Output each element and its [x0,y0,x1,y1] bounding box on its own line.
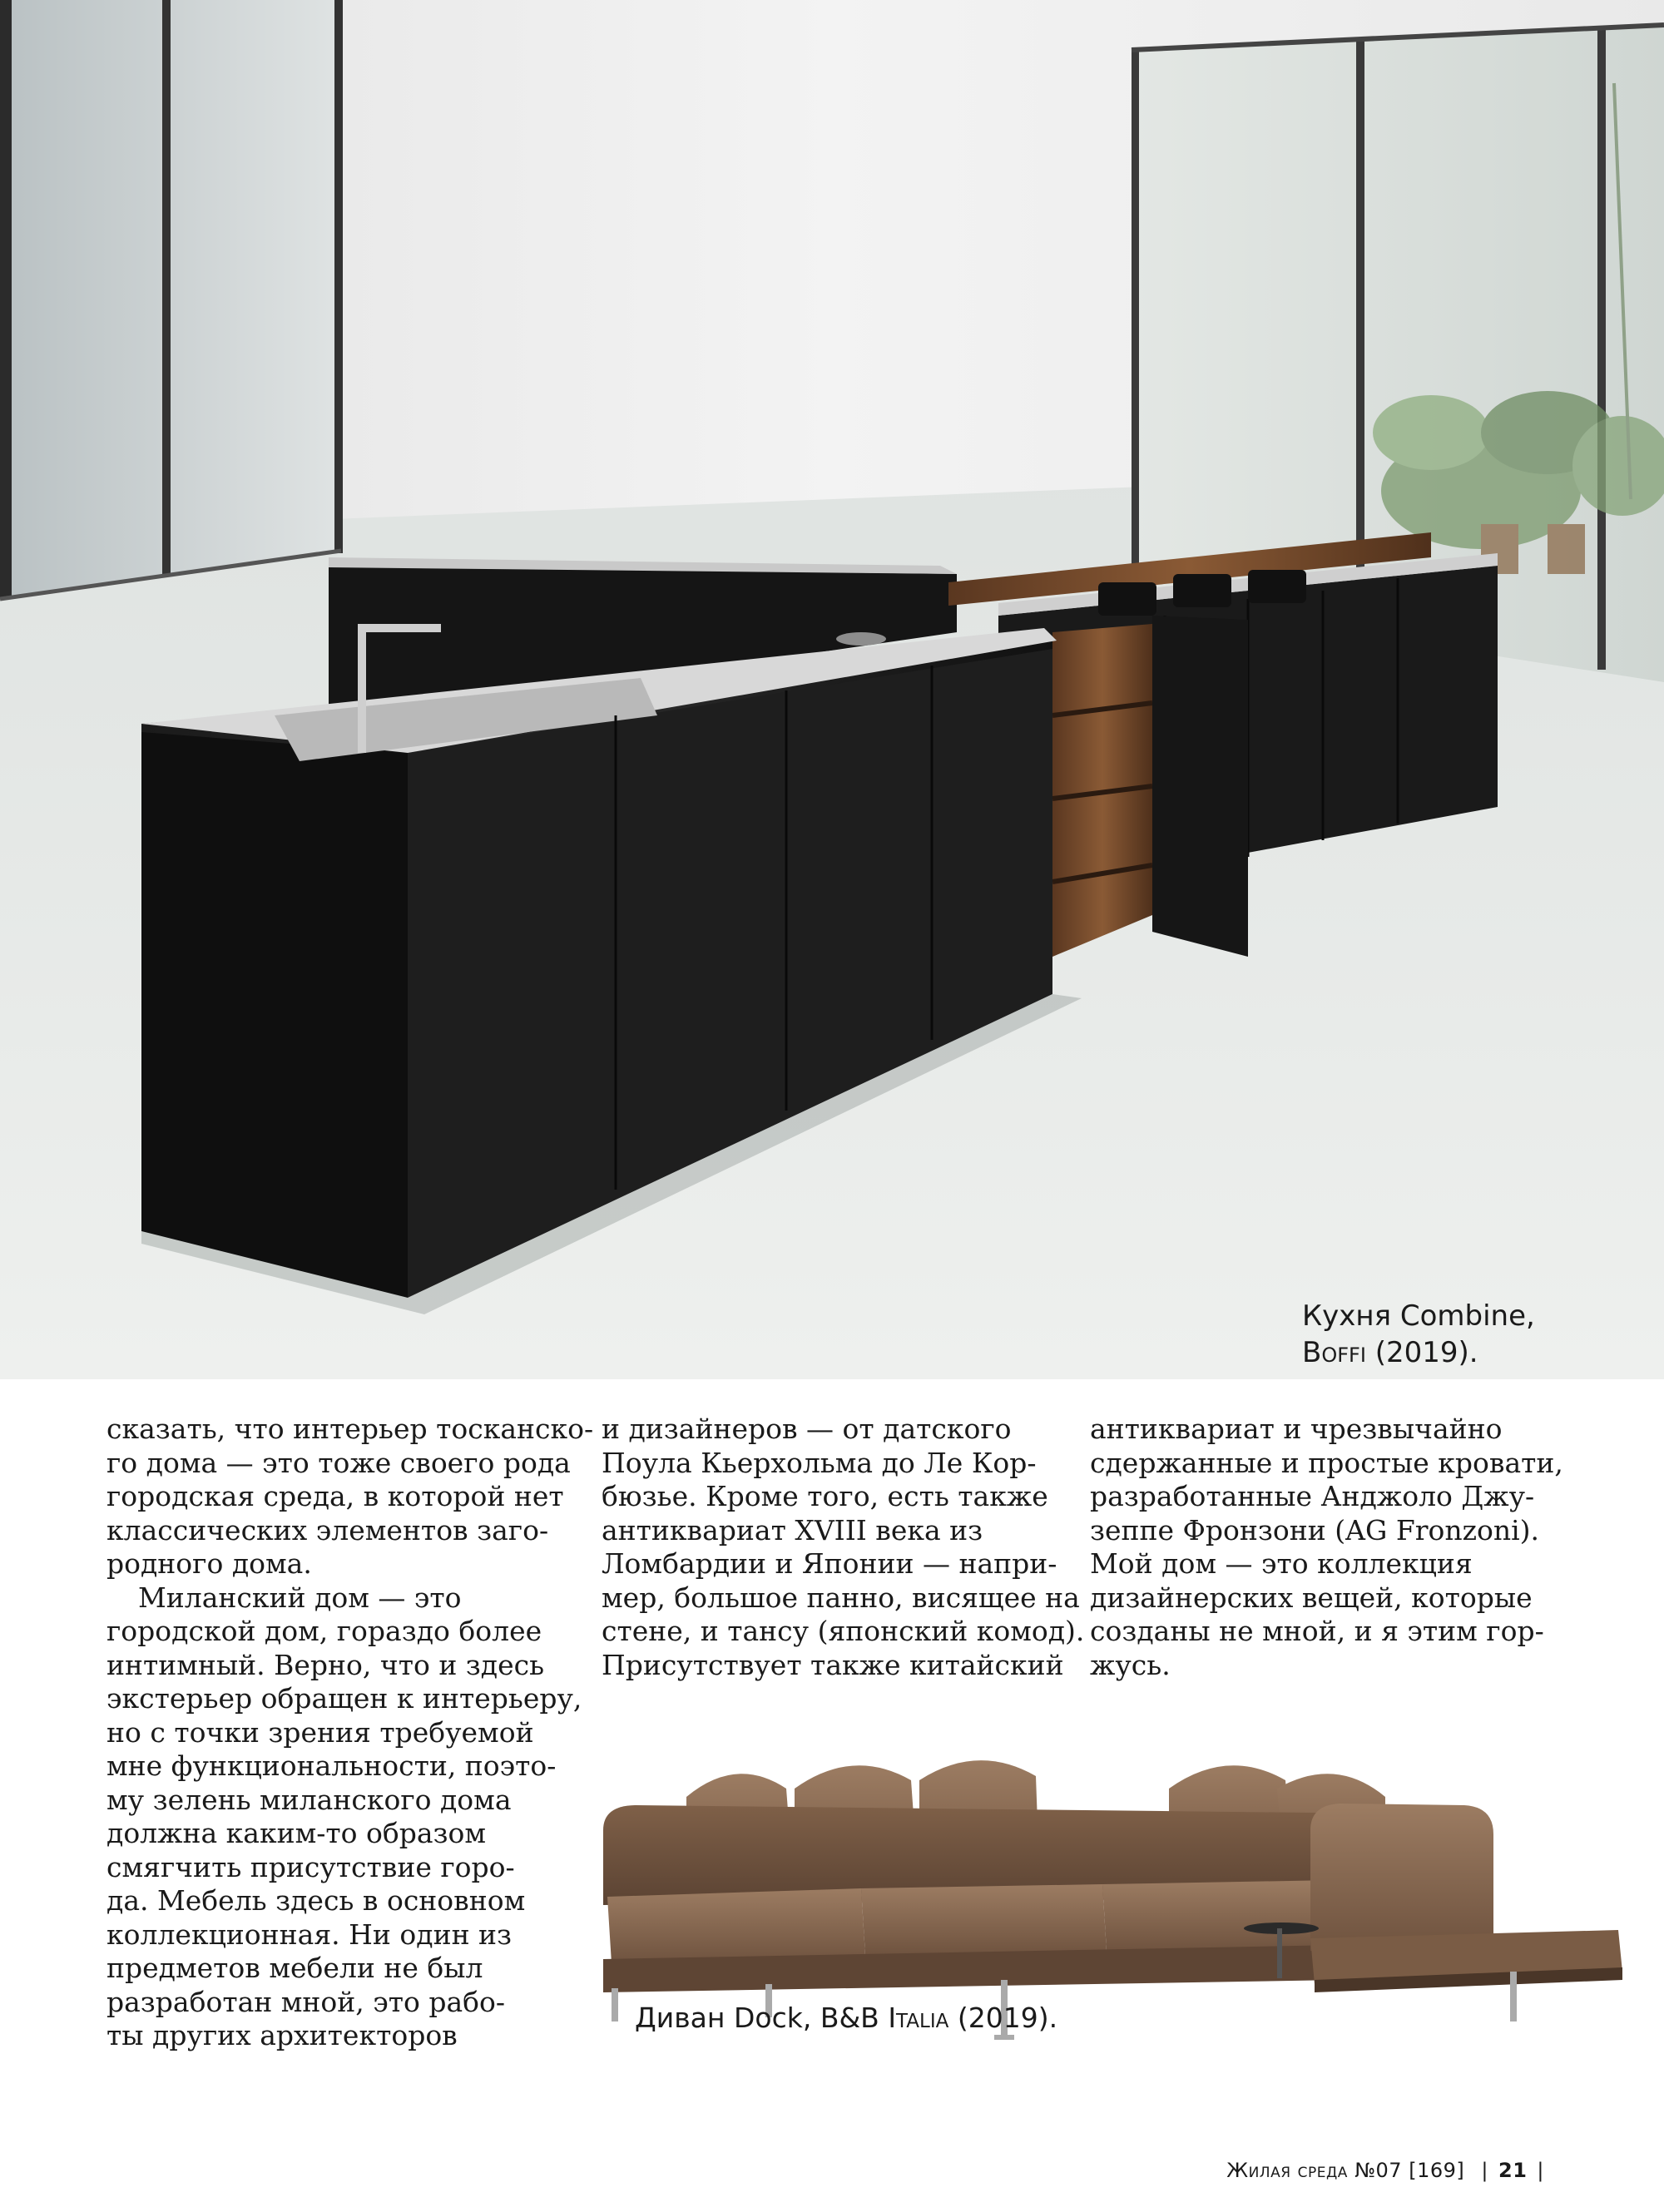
sofa-caption-brand: B&B Italia [820,2002,949,2034]
text-line: ты других архитекторов [106,2019,458,2051]
text-line: сказать, что интерьер тосканско- [106,1413,594,1445]
footer-separator: | [1481,2159,1488,2182]
text-line: разработанные Анджоло Джу- [1090,1480,1535,1512]
text-line: стене, и тансу (японский комод). [602,1615,1085,1647]
text-line: предметов мебели не был [106,1952,483,1984]
text-line: классических элементов заго- [106,1513,549,1546]
text-line: Миланский дом — это [138,1581,462,1614]
text-line: Мой дом — это коллекция [1090,1547,1473,1580]
text-line: мер, большое панно, висящее на [602,1581,1080,1614]
magazine-name: Жилая среда [1226,2159,1348,2182]
sofa-caption-year: (2019). [957,2002,1058,2034]
text-line: но с точки зрения требуемой [106,1715,534,1749]
kitchen-caption-title: Кухня Combine, [1302,1299,1535,1333]
text-line: му зелень миланского дома [106,1783,512,1816]
text-column-3 [1090,1413,1563,1682]
page-number: 21 [1498,2159,1528,2182]
text-line: и дизайнеров — от датского [602,1413,1012,1445]
paragraph-1 [106,1413,594,1581]
page-footer [1226,2159,1554,2182]
text-column-1 [106,1413,594,2053]
text-line: зеппе Фронзони (AG Fronzoni). [1090,1513,1540,1546]
text-column-2 [602,1413,1085,1682]
text-line: Поула Кьерхольма до Ле Кор- [602,1446,1037,1479]
text-line: родного дома. [106,1547,312,1580]
text-line: городская среда, в которой нет [106,1480,564,1512]
text-line: разработан мной, это рабо- [106,1985,506,2018]
kitchen-caption-brand: Boffi [1302,1336,1366,1369]
kitchen-caption-year: (2019). [1374,1336,1478,1369]
text-line: сдержанные и простые кровати, [1090,1446,1563,1479]
text-line: антиквариат и чрезвычайно [1090,1413,1503,1445]
text-line: жусь. [1090,1648,1171,1681]
issue-number: №07 [1354,2159,1403,2182]
text-line: дизайнерских вещей, которые [1090,1581,1533,1614]
kitchen-caption-credit [1302,1334,1535,1371]
text-line: Присутствует также китайский [602,1648,1064,1681]
text-line: Ломбардии и Японии — напри- [602,1547,1057,1580]
text-line: смягчить присутствие горо- [106,1850,515,1883]
text-line: экстерьер обращен к интерьеру, [106,1682,582,1715]
sofa-caption [635,2002,1057,2034]
text-line: мне функциональности, поэто- [106,1749,557,1782]
text-line: интимный. Верно, что и здесь [106,1648,545,1681]
text-line: коллекционная. Ни один из [106,1918,513,1951]
kitchen-caption [1302,1298,1535,1371]
text-line: го дома — это тоже своего рода [106,1446,571,1479]
text-line: бюзье. Кроме того, есть также [602,1480,1048,1512]
text-line: созданы не мной, и я этим гор- [1090,1615,1544,1647]
paragraph-4 [1090,1413,1563,1682]
text-line: антиквариат XVIII века из [602,1513,983,1546]
sofa-caption-title: Диван Dock, [635,2002,812,2034]
paragraph-2 [106,1581,582,2053]
text-line: да. Мебель здесь в основном [106,1884,526,1917]
footer-separator: | [1537,2159,1544,2182]
text-line: городской дом, гораздо более [106,1615,542,1647]
paragraph-3 [602,1413,1085,1682]
issue-total: [169] [1409,2159,1465,2182]
text-line: должна каким-то образом [106,1817,487,1849]
